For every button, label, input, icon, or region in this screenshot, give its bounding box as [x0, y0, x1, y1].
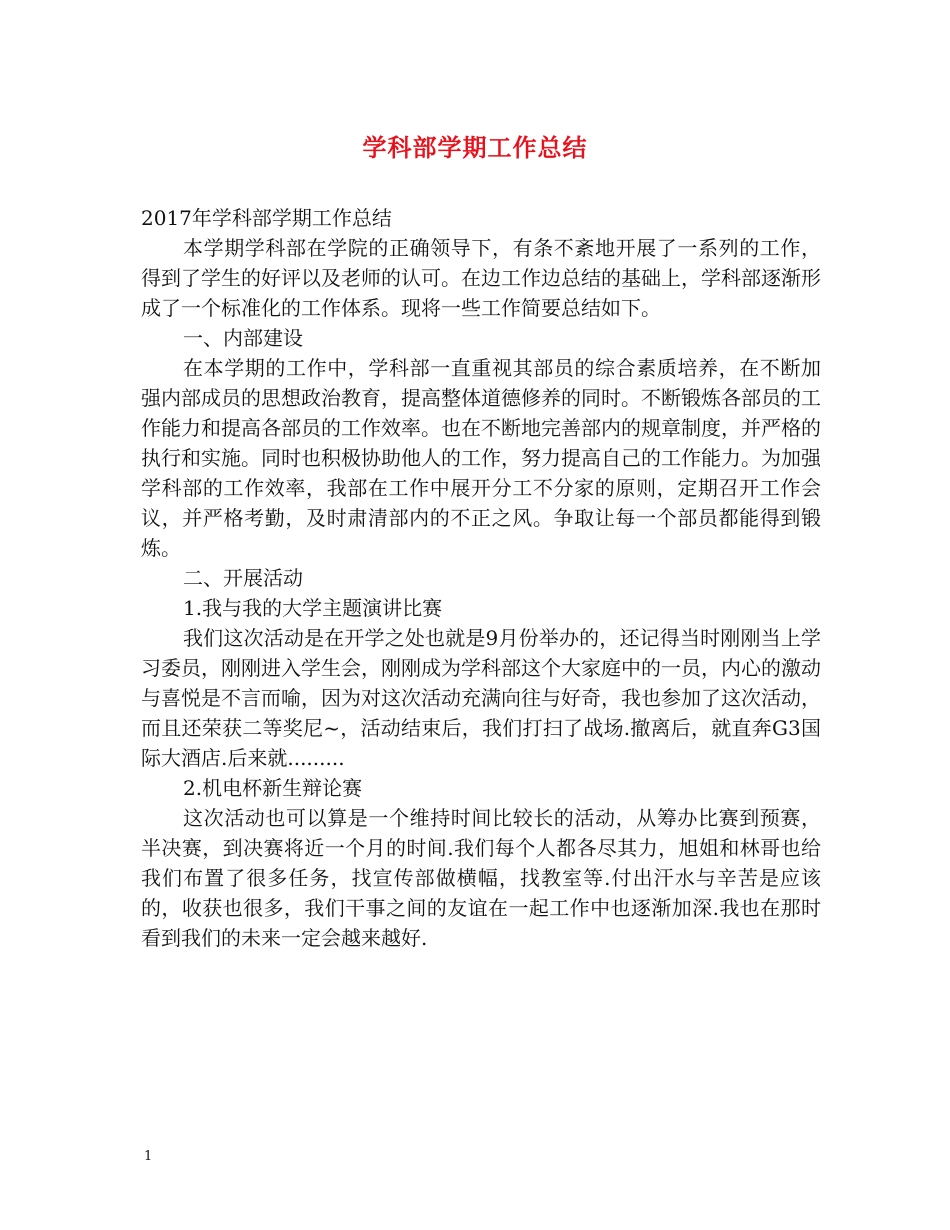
intro-paragraph: 本学期学科部在学院的正确领导下，有条不紊地开展了一系列的工作，得到了学生的好评以及老师的认可。在边工作边总结的基础上，学科部逐渐形成了一个标准化的工作体系。现将一些工作简要总结如下。 — [141, 236, 821, 320]
section-heading-activities: 二、开展活动 — [183, 566, 303, 590]
activity-heading-speech: 1.我与我的大学主题演讲比赛 — [183, 596, 443, 620]
debate-contest-paragraph: 这次活动也可以算是一个维持时间比较长的活动，从筹办比赛到预赛，半决赛，到决赛将近一个月的时间.我们每个人都各尽其力，旭姐和林哥也给我们布置了很多任务，找宣传部做横幅，找教室等.付出汗水与辛苦是应该的，收获也很多，我们干事之间的友谊在一起工作中也逐渐加深.我也在那时看到我们的未来一定会越来越好. — [141, 806, 821, 950]
page-number: 1 — [144, 1149, 153, 1164]
document-body — [141, 203, 821, 953]
speech-contest-paragraph: 我们这次活动是在开学之处也就是9月份举办的，还记得当时刚刚当上学习委员，刚刚进入学生会，刚刚成为学科部这个大家庭中的一员，内心的激动与喜悦是不言而喻，因为对这次活动充满向往与好奇，我也参加了这次活动，而且还荣获二等奖尼~，活动结束后，我们打扫了战场.撤离后，就直奔G3国际大酒店.后来就......... — [141, 626, 821, 770]
internal-construction-paragraph: 在本学期的工作中，学科部一直重视其部员的综合素质培养，在不断加强内部成员的思想政治教育，提高整体道德修养的同时。不断锻炼各部员的工作能力和提高各部员的工作效率。也在不断地完善部内的规章制度，并严格的执行和实施。同时也积极协助他人的工作，努力提高自己的工作能力。为加强学科部的工作效率，我部在工作中展开分工不分家的原则，定期召开工作会议，并严格考勤，及时肃清部内的不正之风。争取让每一个部员都能得到锻炼。 — [141, 356, 821, 560]
activity-heading-debate: 2.机电杯新生辩论赛 — [183, 776, 363, 800]
document-title: 学科部学期工作总结 — [362, 133, 588, 162]
section-heading-internal: 一、内部建设 — [183, 326, 303, 350]
subtitle-paragraph: 2017年学科部学期工作总结 — [141, 206, 392, 230]
